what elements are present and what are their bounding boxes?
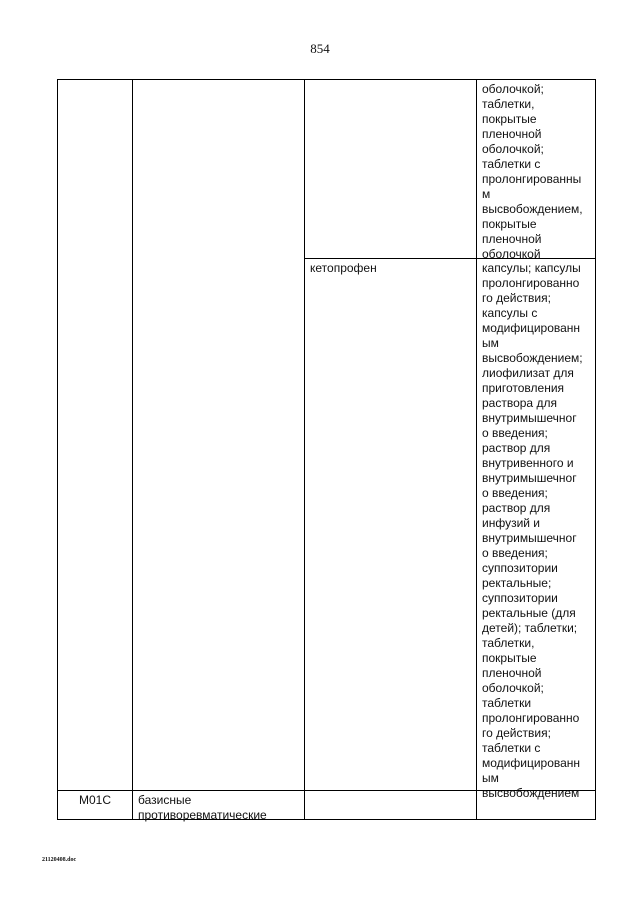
column-divider [132, 80, 133, 819]
column-divider [304, 80, 305, 819]
group-name-cell: базисные противоревматические [138, 793, 267, 822]
dosage-forms-cell: капсулы; капсулы пролонгированно го действия; капсулы с модифицированн ым высвобождением; лиофилизат для приготовления раствора для внутримышечног о введения; раствор для внутривенного и внутримышечног о введения; раствор для инфузий и внутримышечног о введения; суппозитории ректальные; суппозитории ректальные (для детей); таблетки; таблетки, покрытые пленочной оболочкой; таблетки пролонгированно го действия; таблетки с модифицированн ым высвобождением [482, 261, 583, 800]
drug-table [57, 79, 596, 820]
page-number: 854 [310, 41, 330, 56]
column-divider [476, 80, 477, 819]
drug-name-cell: кетопрофен [310, 261, 377, 275]
document-footer: 21120408.doc [42, 857, 77, 863]
atc-code-cell: М01С [78, 793, 111, 807]
dosage-forms-cell: оболочкой; таблетки, покрытые пленочной оболочкой; таблетки с пролонгированны м высвобождением, покрытые пленочной оболочкой [482, 82, 583, 261]
